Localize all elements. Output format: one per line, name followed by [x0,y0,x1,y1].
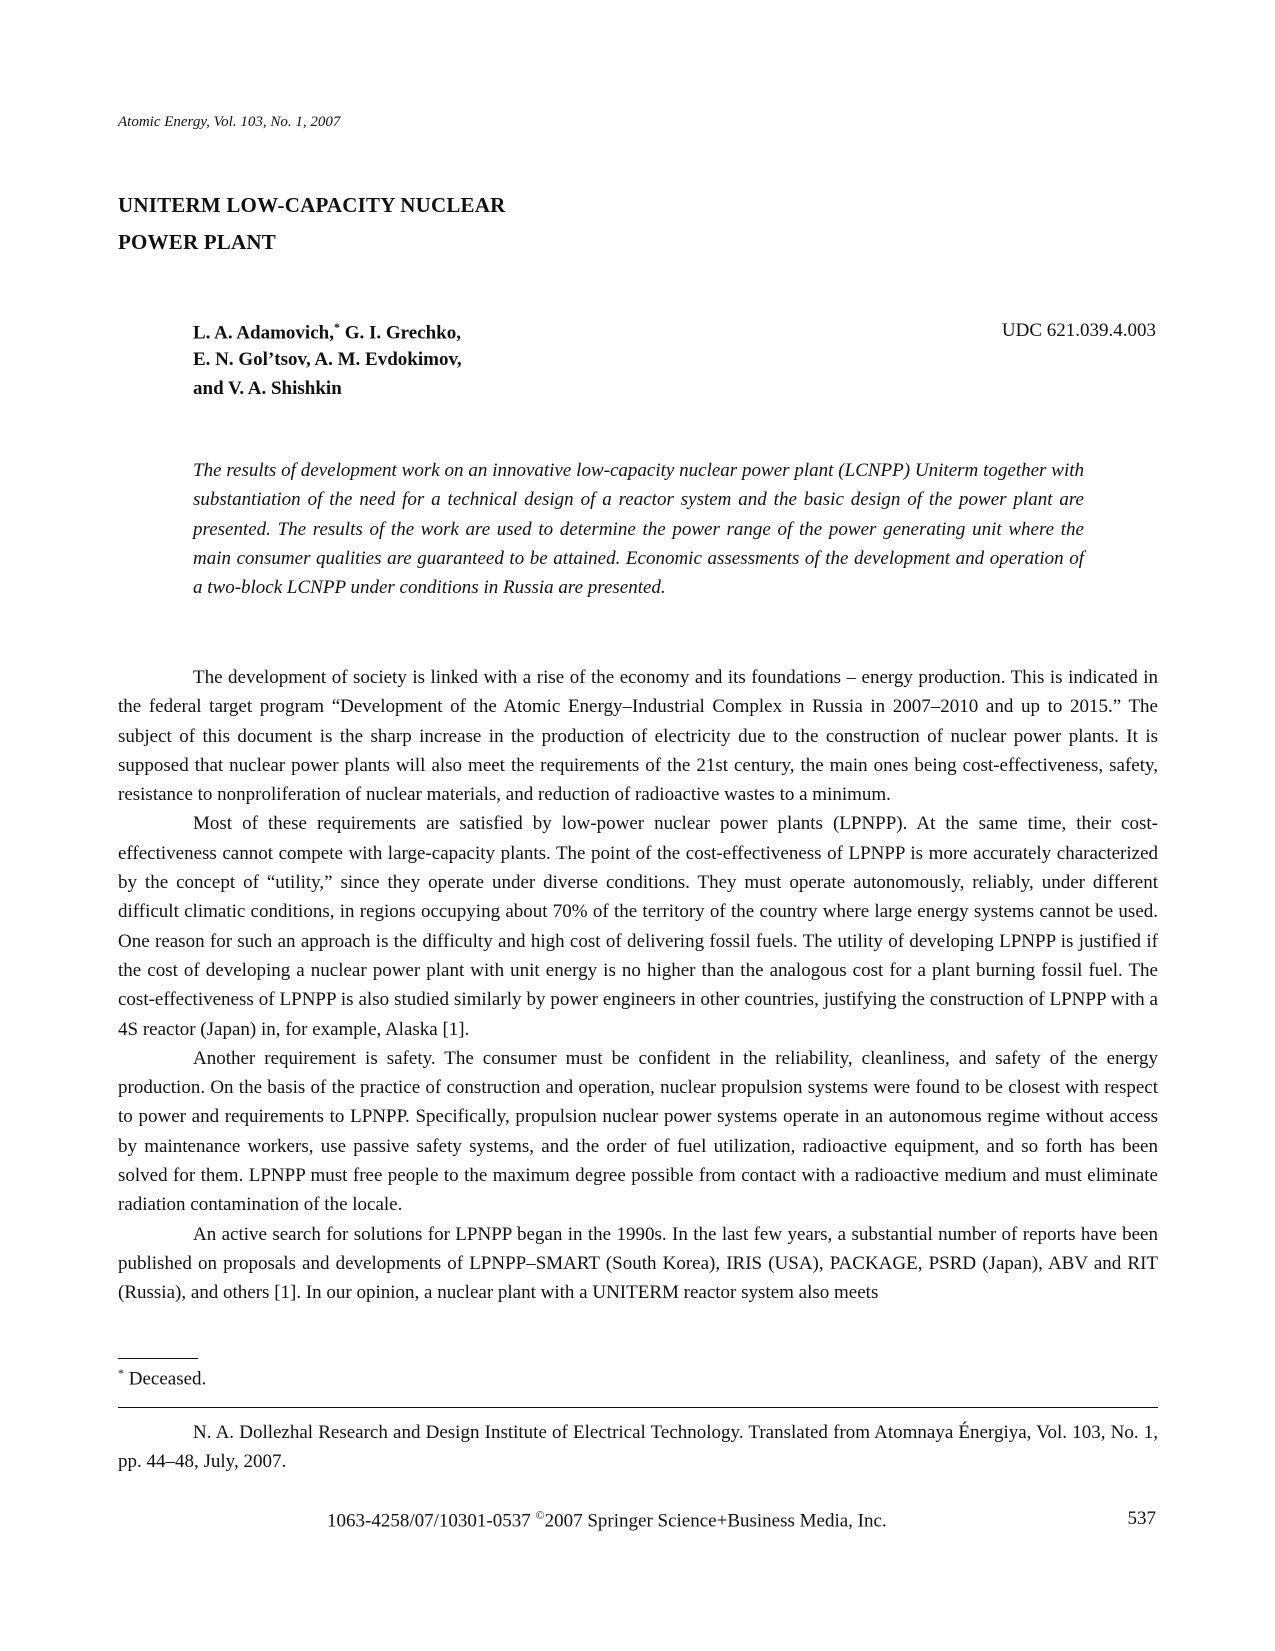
author-names-b: G. I. Grechko, [339,322,461,344]
abstract: The results of development work on an innovative low-capacity nuclear power plant (LCNPP) Uniterm together with substantiation of the need for a technical design of a reactor system and the basic design of the power plant are presented. The results of the work are used to determine the power range of the power generating unit where the main consumer qualities are guaranteed to be attained. Economic assessments of the development and operation of a two-block LCNPP under conditions in Russia are presented. [193,460,1084,599]
body-text [118,663,1158,1308]
authors-line-3: and V. A. Shishkin [193,378,342,399]
authors-line-2: E. N. Gol’tsov, A. M. Evdokimov, [193,349,462,370]
paper-title-line-2: POWER PLANT [118,230,276,254]
publisher-text: 2007 Springer Science+Business Media, Inc. [544,1510,887,1532]
affiliation-text: N. A. Dollezhal Research and Design Institute of Electrical Technology. Translated from Atomnaya Énergiya, Vol. 103, No. 1, pp. 44–48, July, 2007. [118,1422,1158,1473]
body-paragraph: The development of society is linked with a rise of the economy and its foundations – energy production. This is indicated in the federal target program “Development of the Atomic Energy–Industrial Complex in Russia in 2007–2010 and up to 2015.” The subject of this document is the sharp increase in the production of electricity due to the construction of nuclear power plants. It is supposed that nuclear power plants will also meet the requirements of the 21st century, the main ones being cost-effectiveness, safety, resistance to nonproliferation of nuclear materials, and reduction of radioactive wastes to a minimum. [118,667,1158,806]
footnote-marker: * [118,1366,124,1380]
author-names-a: L. A. Adamovich, [193,322,334,344]
paper-title-line-1: UNITERM LOW-CAPACITY NUCLEAR [118,193,506,217]
body-paragraph: Most of these requirements are satisfied by low-power nuclear power plants (LPNPP). At the same time, their cost-effectiveness cannot compete with large-capacity plants. The point of the cost-effectiveness of LPNPP is more accurately characterized by the concept of “utility,” since they operate under diverse conditions. They must operate autonomously, reliably, under different difficult climatic conditions, in regions occupying about 70% of the territory of the country where large energy systems cannot be used. One reason for such an approach is the difficulty and high cost of delivering fossil fuels. The utility of developing LPNPP is justified if the cost of developing a nuclear power plant with unit energy is no higher than the analogous cost for a plant burning fossil fuel. The cost-effectiveness of LPNPP is also studied similarly by power engineers in other countries, justifying the construction of LPNPP with a 4S reactor (Japan) in, for example, Alaska [1]. [118,813,1158,1040]
udc-code: UDC 621.039.4.003 [1001,320,1156,341]
page-number: 537 [1127,1508,1156,1529]
affiliation-note [118,1418,1158,1477]
deceased-marker: * [333,320,340,334]
issn-code: 1063-4258/07/10301-0537 [327,1510,536,1532]
journal-citation: Atomic Energy, Vol. 103, No. 1, 2007 [118,114,341,130]
footnote-text: Deceased. [124,1368,207,1390]
authors-line-1 [193,320,461,344]
copyright-line [327,1508,887,1532]
body-paragraph: Another requirement is safety. The consumer must be confident in the reliability, cleanliness, and safety of the energy production. On the basis of the practice of construction and operation, nuclear propulsion systems were found to be closest with respect to power and requirements to LPNPP. Specifically, propulsion nuclear power systems operate in an autonomous regime without access by maintenance workers, use passive safety systems, and the order of fuel utilization, radioactive equipment, and so forth has been solved for them. LPNPP must free people to the maximum degree possible from contact with a radioactive medium and must eliminate radiation contamination of the locale. [118,1047,1158,1216]
copyright-symbol: © [535,1508,545,1522]
body-paragraph: An active search for solutions for LPNPP began in the 1990s. In the last few years, a substantial number of reports have been published on proposals and developments of LPNPP–SMART (South Korea), IRIS (USA), PACKAGE, PSRD (Japan), ABV and RIT (Russia), and others [1]. In our opinion, a nuclear plant with a UNITERM reactor system also meets [118,1223,1158,1304]
footnote [118,1366,206,1390]
affiliation-rule [118,1407,1158,1408]
footnote-rule [118,1358,198,1359]
